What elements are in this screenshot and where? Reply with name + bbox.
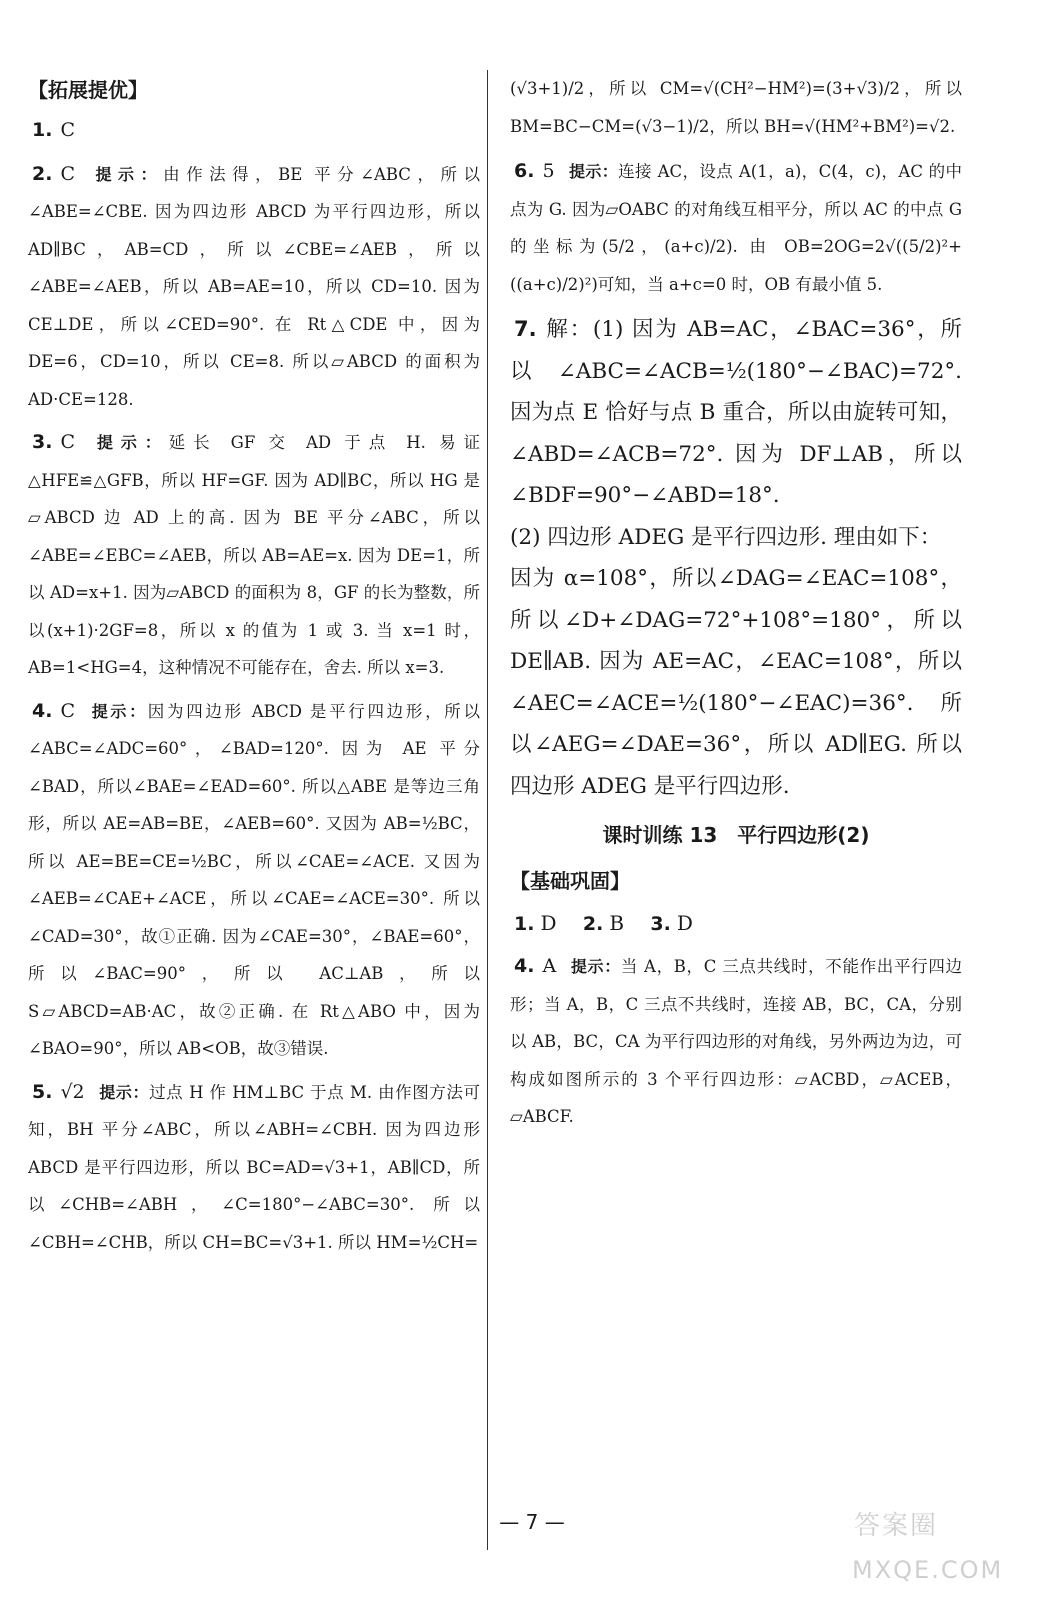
question-number: 5. bbox=[32, 1080, 53, 1103]
question-item-1 bbox=[28, 112, 480, 150]
hint-label: 提示： bbox=[89, 701, 148, 721]
hint-text: 因为四边形 ABCD 是平行四边形，所以∠ABC=∠ADC=60°，∠BAD=120°. 因为 AE 平分∠BAD，所以∠BAE=∠EAD=60°. 所以△ABE 是等边三角形，所以 AE=AB=BE，∠AEB=60°. 又因为 AB=½BC，所以 AE=BE=CE=½BC，所以∠CAE=∠ACE. 又因为∠AEB=∠CAE+∠ACE，所以∠CAE=∠ACE=30°. 所以∠CAD=30°，故①正确. 因为∠CAE=30°，∠BAE=60°，所以∠BAC=90°，所以 AC⊥AB，所以 S▱ABCD=AB·AC，故②正确. 在 Rt△ABO 中，因为∠BAO=90°，所以 AB<OB，故③错误. bbox=[28, 701, 480, 1058]
hint-label: 提示： bbox=[98, 1082, 150, 1102]
question-number: 6. bbox=[514, 160, 535, 182]
question-number: 1. bbox=[514, 913, 535, 935]
question-number: 3. bbox=[32, 431, 53, 453]
question-item-4b bbox=[510, 948, 962, 1136]
question-number: 2. bbox=[32, 162, 53, 185]
hint-text: 当 A，B，C 三点共线时，不能作出平行四边形；当 A，B，C 三点不共线时，连接 AB，BC，CA，分别以 AB，BC，CA 为平行四边形的对角线，另外两边为边，可构成如图所示的 3 个平行四边形：▱ACBD，▱ACEB，▱ABCF. bbox=[510, 957, 962, 1126]
hint-text: 过点 H 作 HM⊥BC 于点 M. 由作图方法可知，BH 平分∠ABC，所以∠ABH=∠CBH. 因为四边形 ABCD 是平行四边形，所以 BC=AD=√3+1，AB∥CD，所以∠CHB=∠ABH，∠C=180°−∠ABC=30°. 所以∠CBH=∠CHB，所以 CH=BC=√3+1. 所以 HM=½CH= bbox=[28, 1082, 480, 1252]
question-item-7 bbox=[510, 309, 962, 807]
question-number: 2. bbox=[582, 913, 604, 935]
question-item-2 bbox=[28, 156, 480, 419]
solution-part-3: 因为 α=108°，所以∠DAG=∠EAC=108°，所以∠D+∠DAG=72°+108°=180°，所以 DE∥AB. 因为 AE=AC，∠EAC=108°，所以∠AEC=∠ACE=½(180°−∠EAC)=36°. 所以∠AEG=∠DAE=36°，所以 AD∥EG. 所以四边形 ADEG 是平行四边形. bbox=[510, 566, 962, 799]
answer-choice: C bbox=[60, 699, 75, 722]
hint-label: 提示： bbox=[568, 162, 619, 181]
solution-text: 解：(1) 因为 AB=AC，∠BAC=36°，所以∠ABC=∠ACB=½(180°−∠BAC)=72°. 因为点 E 恰好与点 B 重合，所以由旋转可知，∠ABD=∠ACB=72°. 因为 DF⊥AB，所以∠BDF=90°−∠ABD=18°. bbox=[510, 317, 962, 508]
hint-text: 由作法得，BE 平分∠ABC，所以∠ABE=∠CBE. 因为四边形 ABCD 为平行四边形，所以 AD∥BC，AB=CD，所以∠CBE=∠AEB，所以∠ABE=∠AEB，所以 AB=AE=10，所以 CD=10. 因为 CE⊥DE，所以∠CED=90°. 在 Rt△CDE 中，因为 DE=6，CD=10，所以 CE=8. 所以▱ABCD 的面积为 AD·CE=128. bbox=[28, 164, 480, 409]
hint-text: 延长 GF 交 AD 于点 H. 易证△HFE≌△GFB，所以 HF=GF. 因为 AD∥BC，所以 HG 是▱ABCD 边 AD 上的高. 因为 BE 平分∠ABC，所以∠ABE=∠EBC=∠AEB，所以 AB=AE=x. 因为 DE=1，所以 AD=x+1. 因为▱ABCD 的面积为 8，GF 的长为整数，所以(x+1)·2GF=8，所以 x 的值为 1 或 3. 当 x=1 时，AB=1<HG=4，这种情况不可能存在，舍去. 所以 x=3. bbox=[28, 433, 480, 677]
solution-part-1 bbox=[510, 309, 962, 517]
question-number: 7. bbox=[514, 317, 537, 341]
right-column bbox=[510, 70, 962, 1142]
section-title-extension: 【拓展提优】 bbox=[28, 78, 148, 102]
watermark-logo bbox=[844, 1492, 1034, 1592]
question-item-4 bbox=[28, 693, 480, 1068]
column-divider bbox=[487, 70, 488, 1550]
answer-choice: B bbox=[609, 911, 625, 935]
quick-answer-row bbox=[510, 903, 962, 944]
question-number: 4. bbox=[32, 699, 53, 722]
answer-choice: D bbox=[540, 911, 557, 935]
question-item-6 bbox=[510, 153, 962, 303]
answer-choice: C bbox=[60, 119, 75, 141]
section-title-basic: 【基础巩固】 bbox=[510, 869, 630, 893]
question-item-5 bbox=[28, 1074, 480, 1262]
hint-text: 连接 AC，设点 A(1，a)，C(4，c)，AC 的中点为 G. 因为▱OABC 的对角线互相平分，所以 AC 的中点 G 的坐标为(5/2，(a+c)/2). 由 OB=2OG=2√((5/2)²+((a+c)/2)²)可知，当 a+c=0 时，OB 有最小值 5. bbox=[510, 162, 962, 294]
question-number: 4. bbox=[514, 955, 535, 977]
answer-choice: √2 bbox=[60, 1080, 85, 1103]
answer-choice: 5 bbox=[542, 160, 555, 182]
watermark-line-1: 答案圈 bbox=[854, 1511, 939, 1541]
question-number: 1. bbox=[32, 119, 53, 141]
watermark-line-2: MXQE.COM bbox=[852, 1556, 1004, 1584]
left-column bbox=[28, 70, 480, 1267]
lesson-title: 课时训练 13 平行四边形(2) bbox=[602, 823, 870, 847]
answer-choice: A bbox=[542, 955, 557, 977]
solution-part-2: (2) 四边形 ADEG 是平行四边形. 理由如下： bbox=[510, 524, 942, 550]
question-number: 3. bbox=[650, 913, 671, 935]
answer-choice: D bbox=[676, 911, 693, 935]
hint-label: 提示： bbox=[570, 957, 621, 976]
answer-choice: C bbox=[60, 162, 75, 185]
hint-label: 提示： bbox=[89, 433, 169, 452]
hint-label: 提示： bbox=[89, 164, 164, 184]
page-number: — 7 — bbox=[499, 1510, 565, 1534]
question-item-3 bbox=[28, 424, 480, 687]
question-5-continuation: (√3+1)/2，所以 CM=√(CH²−HM²)=(3+√3)/2，所以 BM=BC−CM=(√3−1)/2，所以 BH=√(HM²+BM²)=√2. bbox=[510, 79, 962, 136]
answer-choice: C bbox=[60, 431, 75, 453]
